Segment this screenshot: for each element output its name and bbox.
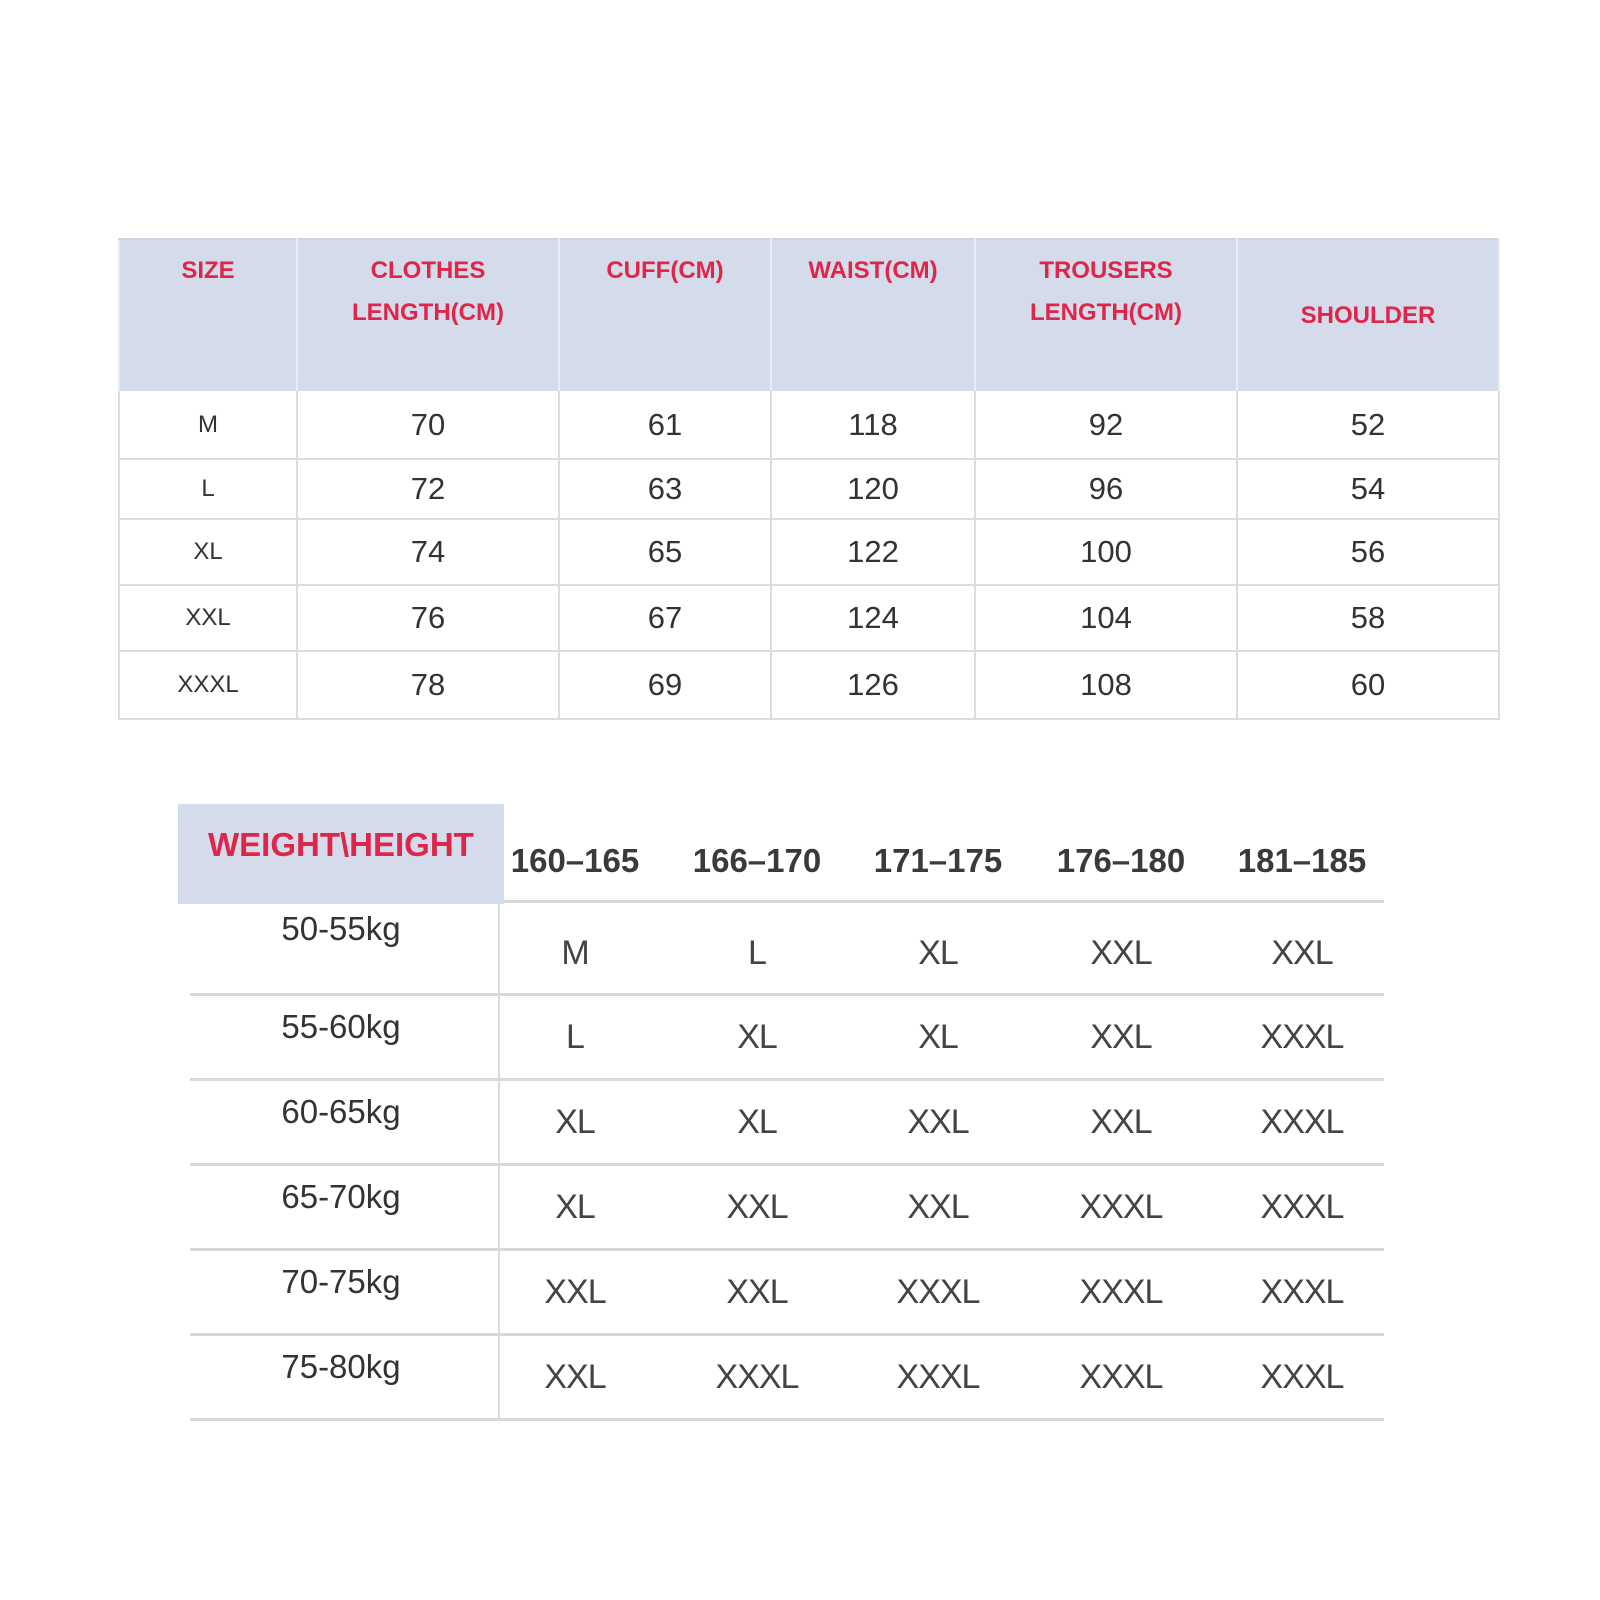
header-cuff: CUFF(CM)	[559, 239, 771, 391]
size-cell: XXL	[726, 1188, 788, 1226]
size-cell: XL	[737, 1103, 777, 1141]
size-cell: XXXL	[715, 1358, 799, 1396]
size-cell: L	[566, 1018, 584, 1056]
header-divider	[504, 900, 1384, 903]
clothes-length-cell: 72	[297, 459, 559, 519]
size-cell: XXXL	[1079, 1273, 1163, 1311]
size-cell: XXXL	[1079, 1358, 1163, 1396]
size-cell: XXL	[1271, 934, 1333, 972]
size-cell: XL	[737, 1018, 777, 1056]
header-size: SIZE	[119, 239, 297, 391]
size-table-header-row	[119, 239, 1499, 391]
weight-label: 75-80kg	[281, 1348, 401, 1385]
table-row	[119, 651, 1499, 719]
weight-label: 60-65kg	[281, 1093, 401, 1130]
size-cell: XXXL	[1260, 1018, 1344, 1056]
cuff-cell: 67	[559, 585, 771, 651]
size-cell: XXL	[907, 1103, 969, 1141]
table-row	[119, 459, 1499, 519]
size-cell: XL	[918, 934, 958, 972]
guide-row	[178, 996, 1378, 1081]
trousers-length-cell: 92	[975, 391, 1237, 459]
size-cell: XXL	[1090, 1103, 1152, 1141]
header-shoulder: SHOULDER	[1237, 239, 1499, 391]
height-header: 181–185	[1237, 842, 1367, 879]
size-cell: XXXL	[1079, 1188, 1163, 1226]
size-cell: XXXL	[1260, 1358, 1344, 1396]
weight-label: 50-55kg	[281, 910, 401, 947]
trousers-length-cell: 96	[975, 459, 1237, 519]
size-cell: XXL	[119, 585, 297, 651]
size-cell: L	[119, 459, 297, 519]
guide-corner-label: WEIGHT\HEIGHT	[178, 804, 504, 904]
size-cell: XL	[918, 1018, 958, 1056]
cuff-cell: 65	[559, 519, 771, 585]
size-cell: M	[119, 391, 297, 459]
size-cell: XXXL	[896, 1273, 980, 1311]
size-cell: XXL	[544, 1273, 606, 1311]
guide-row	[178, 1251, 1378, 1336]
header-waist: WAIST(CM)	[771, 239, 975, 391]
trousers-length-cell: 108	[975, 651, 1237, 719]
clothes-length-cell: 78	[297, 651, 559, 719]
size-cell: M	[561, 934, 589, 972]
height-header: 171–175	[873, 842, 1003, 879]
header-trousers-length: TROUSERS LENGTH(CM)	[975, 239, 1237, 391]
shoulder-cell: 56	[1237, 519, 1499, 585]
trousers-length-cell: 104	[975, 585, 1237, 651]
guide-row	[178, 1336, 1378, 1421]
guide-header-row	[178, 804, 1378, 904]
size-cell: XL	[555, 1103, 595, 1141]
size-cell: XXXL	[1260, 1273, 1344, 1311]
row-divider	[190, 1418, 1384, 1421]
cuff-cell: 61	[559, 391, 771, 459]
shoulder-cell: 54	[1237, 459, 1499, 519]
table-row	[119, 519, 1499, 585]
size-cell: XL	[555, 1188, 595, 1226]
table-row	[119, 585, 1499, 651]
size-cell: XXXL	[896, 1358, 980, 1396]
height-header: 176–180	[1056, 842, 1186, 879]
size-cell: XXXL	[119, 651, 297, 719]
guide-row	[178, 904, 1378, 996]
cuff-cell: 69	[559, 651, 771, 719]
weight-height-guide-table	[178, 804, 1378, 1421]
size-measurement-table	[118, 238, 1500, 720]
size-cell: XXXL	[1260, 1188, 1344, 1226]
guide-row	[178, 1081, 1378, 1166]
header-clothes-length: CLOTHES LENGTH(CM)	[297, 239, 559, 391]
shoulder-cell: 52	[1237, 391, 1499, 459]
size-cell: XXL	[1090, 934, 1152, 972]
waist-cell: 118	[771, 391, 975, 459]
trousers-length-cell: 100	[975, 519, 1237, 585]
size-cell: XXL	[726, 1273, 788, 1311]
waist-cell: 126	[771, 651, 975, 719]
clothes-length-cell: 74	[297, 519, 559, 585]
size-cell: XXL	[1090, 1018, 1152, 1056]
size-cell: XXL	[907, 1188, 969, 1226]
weight-label: 65-70kg	[281, 1178, 401, 1215]
size-cell: XXL	[544, 1358, 606, 1396]
size-cell: L	[748, 934, 766, 972]
weight-label: 55-60kg	[281, 1008, 401, 1045]
shoulder-cell: 60	[1237, 651, 1499, 719]
height-header: 166–170	[692, 842, 822, 879]
table-row	[119, 391, 1499, 459]
clothes-length-cell: 70	[297, 391, 559, 459]
guide-body	[178, 904, 1378, 1421]
height-header: 160–165	[510, 842, 640, 879]
waist-cell: 124	[771, 585, 975, 651]
waist-cell: 122	[771, 519, 975, 585]
clothes-length-cell: 76	[297, 585, 559, 651]
cuff-cell: 63	[559, 459, 771, 519]
guide-row	[178, 1166, 1378, 1251]
weight-label: 70-75kg	[281, 1263, 401, 1300]
size-cell: XL	[119, 519, 297, 585]
waist-cell: 120	[771, 459, 975, 519]
size-cell: XXXL	[1260, 1103, 1344, 1141]
shoulder-cell: 58	[1237, 585, 1499, 651]
